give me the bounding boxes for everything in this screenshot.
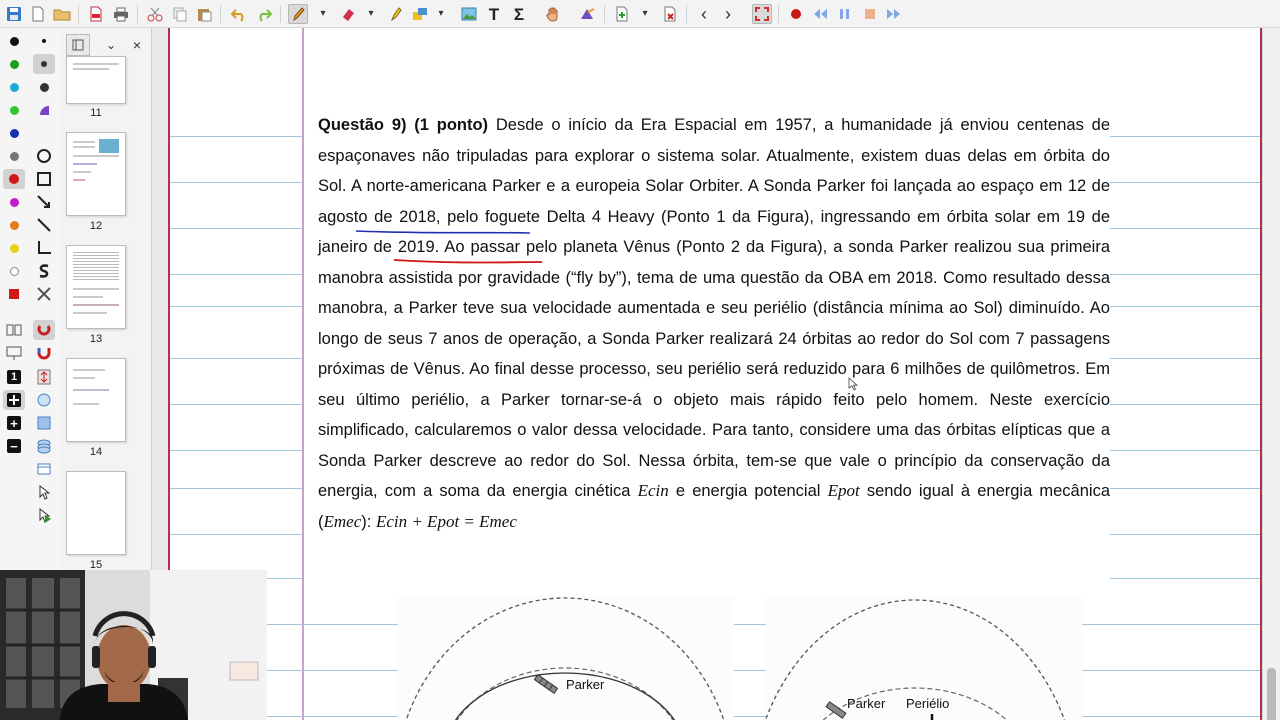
color-red-swatch[interactable] bbox=[3, 169, 25, 189]
parker-label-right: Parker bbox=[847, 696, 886, 711]
vertical-space-icon[interactable] bbox=[33, 367, 55, 387]
red-underline-annotation bbox=[394, 260, 542, 263]
thumbnail-menu-chevron-icon[interactable]: ⌄ bbox=[105, 38, 117, 52]
previous-page-chevron-icon[interactable]: ‹ bbox=[701, 4, 707, 24]
save-icon[interactable] bbox=[4, 4, 24, 24]
add-page-chevron-icon[interactable]: ▾ bbox=[642, 8, 648, 19]
fullscreen-icon[interactable] bbox=[752, 4, 772, 24]
latex-sum-icon[interactable]: Σ bbox=[513, 4, 525, 24]
scrollbar-thumb[interactable] bbox=[1267, 668, 1276, 720]
question-paragraph-part: ): bbox=[361, 512, 376, 531]
ruler-arc-icon[interactable] bbox=[33, 100, 55, 120]
fast-forward-icon[interactable] bbox=[884, 4, 904, 24]
potential-energy-symbol: Epot bbox=[827, 481, 860, 500]
thickness-thick-icon[interactable] bbox=[33, 77, 55, 97]
play-pointer-icon[interactable] bbox=[33, 505, 55, 525]
add-layer-badge[interactable]: + bbox=[3, 413, 25, 433]
rectangle-shape-icon[interactable] bbox=[33, 169, 55, 189]
add-page-icon[interactable] bbox=[612, 4, 632, 24]
shapes-icon[interactable] bbox=[410, 4, 430, 24]
document-page[interactable] bbox=[168, 28, 1262, 720]
question-label: Questão 9) (1 ponto) bbox=[318, 116, 489, 134]
tool-palette bbox=[0, 28, 60, 570]
rect-select-icon[interactable] bbox=[33, 413, 55, 433]
line-shape-icon[interactable] bbox=[33, 215, 55, 235]
question-paragraph-part: , pelo foguete Delta 4 Heavy (Ponto 1 da Figura), ingressando em órbita solar em bbox=[435, 207, 1067, 226]
question-paragraph-part: sendo igual à energia mecânica ( bbox=[318, 482, 1111, 531]
color-light-green-swatch[interactable] bbox=[3, 100, 25, 120]
cut-icon[interactable] bbox=[145, 4, 165, 24]
launch-date-underlined: 12 de agosto de 2018 bbox=[318, 177, 1110, 226]
pointer-icon[interactable] bbox=[33, 482, 55, 502]
webcam-overlay bbox=[0, 570, 267, 720]
page-thumbnail[interactable] bbox=[66, 56, 126, 104]
layer-number-badge[interactable]: 1 bbox=[3, 367, 25, 387]
thickness-medium-icon[interactable] bbox=[33, 54, 55, 74]
eraser-options-chevron-icon[interactable]: ▾ bbox=[368, 8, 374, 19]
lasso-select-icon[interactable] bbox=[33, 390, 55, 410]
color-orange-swatch[interactable] bbox=[3, 215, 25, 235]
page-drawing-layer bbox=[170, 28, 1262, 720]
question-paragraph-part: . Ao passar pelo planeta Vênus (Ponto 2 da Figura), a sonda Parker realizou sua primeira manobra assistida por gravidade (“fly by”), tema de uma questão da OBA em 2018. Como resultado dessa manobra, a Parker teve sua velocidade aumentada e seu periélio (distância mínima ao Sol) diminuído. Ao longo de seus 7 anos de operação, a Sonda Parker realizará 24 órbitas ao redor do Sol com 7 passagens próximas de Vênus. Ao final desse processo, seu periélio será reduzido para 6 milhões de quilômetros. Em seu último periélio, a Parker tornar-se-á o objeto mais rápido feito pelo homem. Neste exercício simplificado, calcularemos o valor dessa velocidade. Para tanto, considere uma das órbitas elípticas que a Sonda Parker descreve ao redor do Sol. Nessa órbita, tem-se que vale o princípio da conservação da energia, com a soma da energia cinética bbox=[318, 238, 1110, 500]
text-box-select-icon[interactable] bbox=[33, 459, 55, 479]
circle-shape-icon[interactable] bbox=[33, 146, 55, 166]
page-number-label: 11 bbox=[90, 107, 102, 119]
page-thumbnail[interactable] bbox=[66, 358, 126, 442]
text-tool-icon[interactable]: T bbox=[488, 4, 500, 24]
insert-image-icon[interactable] bbox=[459, 4, 479, 24]
paste-icon[interactable] bbox=[194, 4, 214, 24]
kinetic-energy-symbol: Ecin bbox=[637, 481, 669, 500]
color-blue-swatch[interactable] bbox=[3, 123, 25, 143]
page-thumbnail[interactable] bbox=[66, 132, 126, 216]
highlighter-icon[interactable] bbox=[386, 4, 406, 24]
close-panel-icon[interactable]: × bbox=[132, 37, 142, 53]
presenter-video-icon bbox=[0, 570, 267, 720]
pause-icon[interactable] bbox=[835, 4, 855, 24]
color-magenta-swatch[interactable] bbox=[3, 192, 25, 212]
next-page-chevron-icon[interactable]: › bbox=[725, 4, 731, 24]
color-black-swatch[interactable] bbox=[3, 31, 25, 51]
color-yellow-swatch[interactable] bbox=[3, 238, 25, 258]
redo-icon[interactable] bbox=[254, 4, 274, 24]
record-icon[interactable] bbox=[786, 4, 806, 24]
delete-page-icon[interactable] bbox=[660, 4, 680, 24]
orbit-entry-date-underlined: 19 de janeiro de 2019 bbox=[318, 207, 1110, 256]
color-white-swatch[interactable] bbox=[3, 261, 25, 281]
mechanical-energy-symbol: Emec bbox=[323, 511, 362, 531]
undo-icon[interactable] bbox=[229, 4, 249, 24]
page-number-label: 15 bbox=[89, 559, 103, 570]
question-paragraph-part: e energia potencial bbox=[668, 482, 828, 500]
arrow-shape-icon[interactable] bbox=[33, 192, 55, 212]
color-dark-red-swatch[interactable] bbox=[3, 284, 25, 304]
thumbnail-layout-icon[interactable] bbox=[66, 34, 90, 56]
presentation-mode-icon[interactable] bbox=[3, 343, 25, 363]
page-number-label: 14 bbox=[89, 446, 103, 458]
stop-icon[interactable] bbox=[860, 4, 880, 24]
perihelion-label: Periélio bbox=[906, 696, 950, 711]
grid-snap-icon[interactable] bbox=[3, 390, 25, 410]
select-tool-icon[interactable] bbox=[577, 4, 597, 24]
print-icon[interactable] bbox=[111, 4, 131, 24]
question-paragraph-part: Desde o início da Era Espacial em 1957, a humanidade já enviou centenas de espaçonaves não tripuladas para explorar o sistema solar. Atualmente, existem duas delas em órbita do Sol. A norte-americana Parker e a europeia Solar Orbiter. A Sonda Parker foi lançada ao espaço em bbox=[318, 116, 1110, 195]
hand-pan-icon[interactable] bbox=[543, 4, 563, 24]
spline-shape-icon[interactable] bbox=[33, 261, 55, 281]
eraser-icon[interactable] bbox=[338, 4, 358, 24]
magnet-tool-icon[interactable] bbox=[33, 320, 55, 340]
snap-magnet-icon[interactable] bbox=[33, 343, 55, 363]
mouse-cursor-icon bbox=[849, 378, 857, 390]
page-thumbnail[interactable] bbox=[66, 245, 126, 329]
open-folder-icon[interactable] bbox=[52, 4, 72, 24]
remove-layer-badge[interactable]: − bbox=[3, 436, 25, 456]
new-page-icon[interactable] bbox=[28, 4, 48, 24]
vertical-scrollbar[interactable] bbox=[1262, 28, 1280, 720]
rewind-icon[interactable] bbox=[810, 4, 830, 24]
orbit-figure-left bbox=[395, 596, 735, 720]
pen-tool-icon[interactable] bbox=[288, 4, 308, 24]
pen-options-chevron-icon[interactable]: ▾ bbox=[320, 8, 326, 19]
shapes-options-chevron-icon[interactable]: ▾ bbox=[438, 8, 444, 19]
page-thumbnail[interactable] bbox=[66, 471, 126, 555]
parker-label-left: Parker bbox=[566, 677, 605, 692]
page-number-label: 12 bbox=[89, 220, 103, 232]
blue-underline-annotation bbox=[356, 231, 530, 233]
thickness-fine-icon[interactable] bbox=[33, 31, 55, 51]
page-thumbnails-panel bbox=[60, 28, 152, 570]
dual-page-view-icon[interactable] bbox=[3, 320, 25, 340]
axis-shape-icon[interactable] bbox=[33, 238, 55, 258]
page-number-label: 13 bbox=[89, 333, 103, 345]
measure-tool-icon[interactable] bbox=[33, 284, 55, 304]
pdf-export-icon[interactable] bbox=[86, 4, 106, 24]
color-gray-swatch[interactable] bbox=[3, 146, 25, 166]
copy-icon[interactable] bbox=[170, 4, 190, 24]
color-cyan-swatch[interactable] bbox=[3, 77, 25, 97]
layers-stack-icon[interactable] bbox=[33, 436, 55, 456]
color-green-swatch[interactable] bbox=[3, 54, 25, 74]
main-toolbar bbox=[0, 0, 1280, 28]
energy-equation: Ecin + Epot = Emec bbox=[375, 511, 517, 531]
